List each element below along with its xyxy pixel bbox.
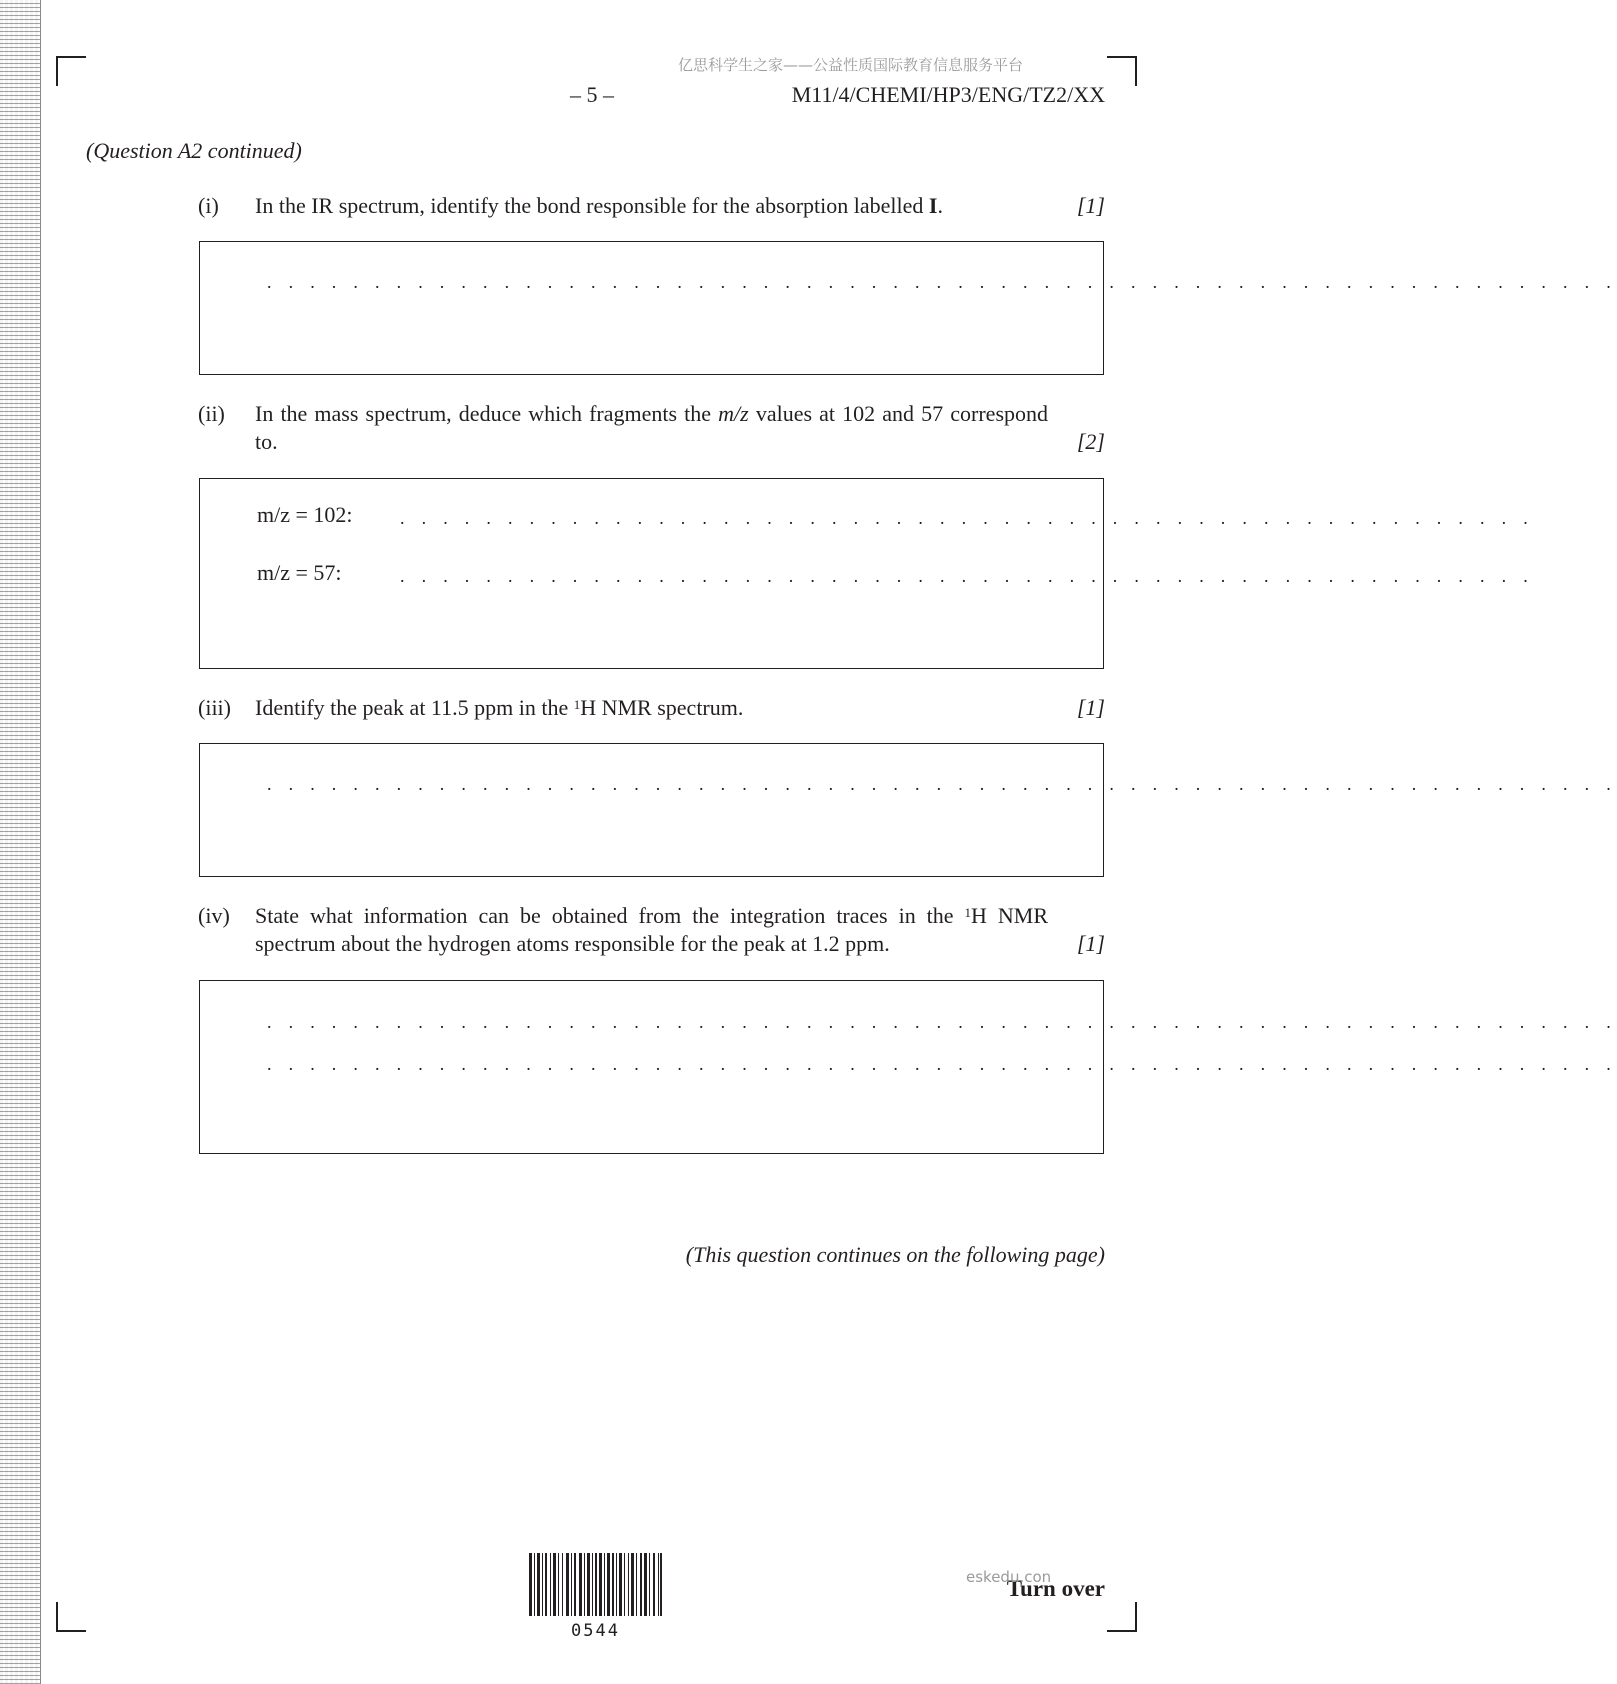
answer-box-i[interactable] [199, 241, 1617, 375]
barcode [529, 1553, 662, 1616]
answer-line: . . . . . . . . . . . . . . . . . . . . . . . . . . . . . . . . . . . . . . . . . . . . . . . . . . . . . . . . . . . . . . . [267, 1012, 1617, 1032]
crop-mark-top-right [1107, 56, 1137, 86]
question-marks: [1] [1076, 193, 1105, 218]
turn-over-label: Turn over [1006, 1576, 1105, 1601]
continued-label: (Question A2 continued) [86, 138, 302, 163]
question-text: State what information can be obtained from the integration traces in the $^1$H NMR spectrum about the hydrogen atoms responsible for the peak at 1.2 ppm. [255, 903, 1048, 956]
continues-note: (This question continues on the following page) [685, 1242, 1105, 1267]
crop-mark-bottom-right [1107, 1602, 1137, 1632]
binding-margin-strip [0, 0, 41, 1684]
answer-line: . . . . . . . . . . . . . . . . . . . . . . . . . . . . . . . . . . . . . . . . . . . . . . . . . . . . . . . . . . . . . . . [267, 774, 1617, 794]
absorption-label: I [928, 193, 938, 218]
question-text: In the mass spectrum, deduce which fragments the m/z values at 102 and 57 correspond to. [255, 401, 1049, 454]
question-text: In the IR spectrum, identify the bond responsible for the absorption labelled I. [255, 193, 943, 218]
answer-box-ii[interactable] [199, 478, 1534, 669]
question-number: (iii) [198, 695, 231, 720]
question-number: (ii) [198, 401, 225, 426]
question-marks: [1] [1076, 695, 1105, 720]
header-watermark: 亿思科学生之家——公益性质国际教育信息服务平台 [678, 56, 1024, 74]
answer-box-iv[interactable] [199, 980, 1617, 1154]
mz-57-label: m/z = 57: [257, 560, 342, 585]
barcode-number: 0544 [571, 1621, 620, 1641]
answer-line: . . . . . . . . . . . . . . . . . . . . . . . . . . . . . . . . . . . . . . . . . . . . . . . . . . . . . . . . . . . . . . . [267, 1054, 1617, 1074]
answer-line: . . . . . . . . . . . . . . . . . . . . . . . . . . . . . . . . . . . . . . . . . . . . . . . . . . . . . [400, 508, 1534, 528]
question-text: Identify the peak at 11.5 ppm in the $^1$H NMR spectrum. [255, 695, 744, 720]
page-number: – 5 – [570, 82, 614, 107]
mz-102-label: m/z = 102: [257, 502, 353, 527]
paper-code: M11/4/CHEMI/HP3/ENG/TZ2/XX [791, 82, 1105, 107]
answer-box-iii[interactable] [199, 743, 1617, 877]
footer-watermark: eskedu.con [966, 1568, 1052, 1586]
question-marks: [1] [1076, 931, 1105, 956]
crop-mark-bottom-left [56, 1602, 86, 1632]
question-marks: [2] [1076, 429, 1105, 454]
question-number: (i) [198, 193, 219, 218]
answer-line: . . . . . . . . . . . . . . . . . . . . . . . . . . . . . . . . . . . . . . . . . . . . . . . . . . . . . . . . . . . . . . . [267, 272, 1617, 292]
question-number: (iv) [198, 903, 230, 928]
crop-mark-top-left [56, 56, 86, 86]
answer-line: . . . . . . . . . . . . . . . . . . . . . . . . . . . . . . . . . . . . . . . . . . . . . . . . . . . . . [400, 566, 1534, 586]
